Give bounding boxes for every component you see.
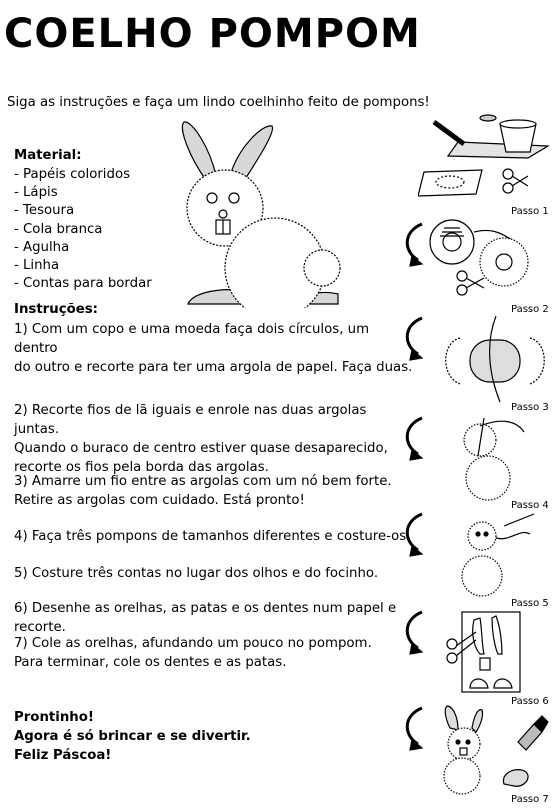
closing-text <box>14 708 251 765</box>
material-heading: Material: <box>14 148 82 163</box>
step-line: 7) Cole as orelhas, afundando um pouco no pompom. <box>14 636 372 651</box>
passo-label: Passo 6 <box>511 696 549 707</box>
passo-label: Passo 5 <box>511 598 549 609</box>
step-6-illustration <box>400 606 552 696</box>
step-2 <box>14 401 414 477</box>
step-line: Quando o buraco de centro estiver quase desaparecido, <box>14 441 388 456</box>
step-6 <box>14 599 414 637</box>
closing-line: Feliz Páscoa! <box>14 748 112 763</box>
passo-label: Passo 2 <box>511 304 549 315</box>
page-title: COELHO POMPOM <box>4 11 421 57</box>
closing-line: Prontinho! <box>14 710 94 725</box>
step-line: recorte os fios pela borda das argolas. <box>14 460 269 475</box>
intro-text: Siga as instruções e faça um lindo coelhinho feito de pompons! <box>7 95 430 110</box>
step-line: Para terminar, cole os dentes e as patas. <box>14 655 287 670</box>
step-5-illustration <box>400 508 552 600</box>
passo-label: Passo 3 <box>511 402 549 413</box>
material-item: - Contas para bordar <box>14 276 152 292</box>
step-line: 1) Com um copo e uma moeda faça dois círculos, um dentro <box>14 322 370 356</box>
material-item: - Tesoura <box>14 203 75 219</box>
bunny-illustration <box>170 118 345 308</box>
passo-label: Passo 7 <box>511 794 549 805</box>
material-list <box>14 166 152 293</box>
material-item: - Papéis coloridos <box>14 167 131 182</box>
step-1 <box>14 320 414 377</box>
instructions-heading: Instruções: <box>14 302 98 317</box>
step-line: 6) Desenhe as orelhas, as patas e os dentes num papel e recorte. <box>14 601 397 635</box>
closing-line: Agora é só brincar e se divertir. <box>14 729 251 744</box>
material-item: - Lápis <box>14 185 58 201</box>
passo-label: Passo 4 <box>511 500 549 511</box>
step-3 <box>14 472 414 510</box>
step-line: do outro e recorte para ter uma argola de papel. Faça duas. <box>14 360 413 375</box>
passo-label: Passo 1 <box>511 206 549 217</box>
step-4 <box>14 527 414 546</box>
step-line: 5) Costure três contas no lugar dos olhos e do focinho. <box>14 566 379 581</box>
step-7-illustration <box>400 702 552 796</box>
step-line: 4) Faça três pompons de tamanhos diferentes e costure-os. <box>14 529 411 544</box>
step-1-illustration <box>418 112 552 204</box>
material-item: - Cola branca <box>14 221 103 237</box>
step-7 <box>14 634 414 672</box>
step-line: 2) Recorte fios de lã iguais e enrole nas duas argolas juntas. <box>14 403 367 437</box>
step-line: 3) Amarre um fio entre as argolas com um nó bem forte. <box>14 474 392 489</box>
material-item: - Linha <box>14 258 60 274</box>
material-item: - Agulha <box>14 239 70 255</box>
step-line: Retire as argolas com cuidado. Está pronto! <box>14 493 305 508</box>
step-3-illustration <box>400 312 552 404</box>
step-4-illustration <box>400 412 552 502</box>
step-2-illustration <box>400 218 552 308</box>
step-5 <box>14 564 414 583</box>
